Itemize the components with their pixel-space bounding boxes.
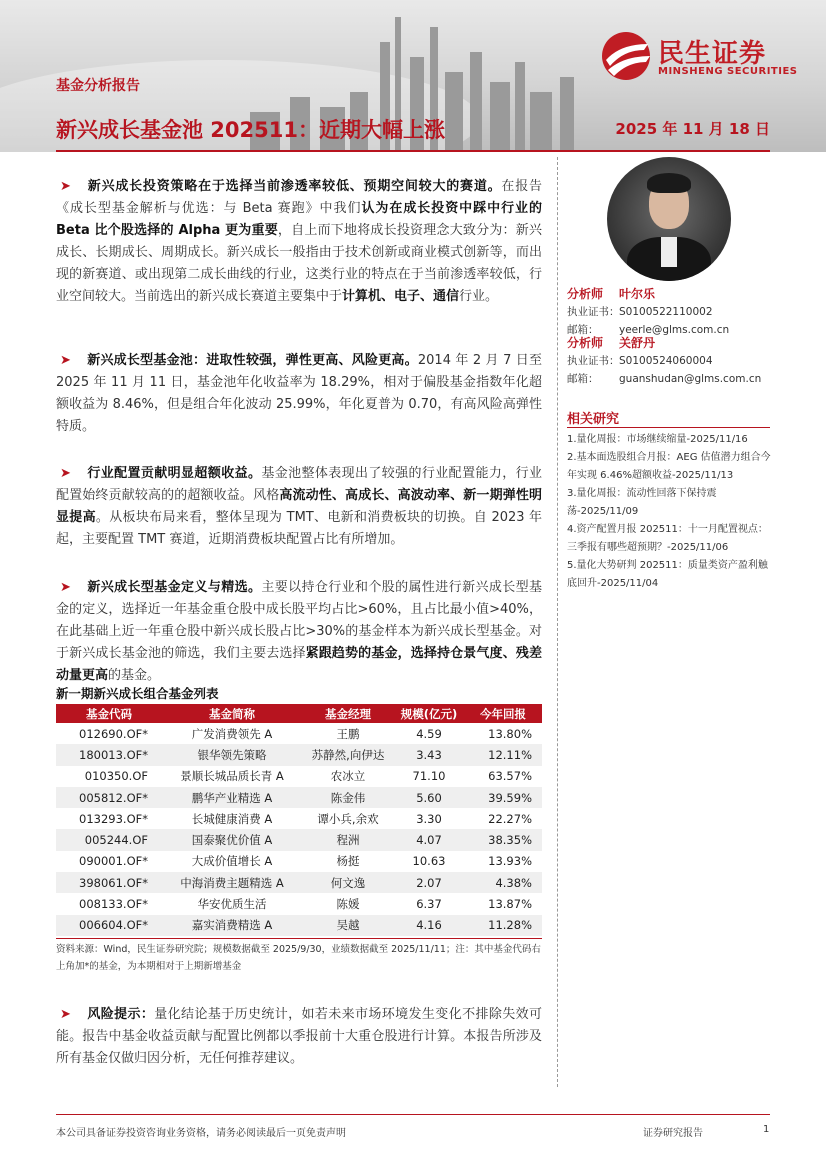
cell-code: 006604.OF* — [56, 915, 162, 936]
section-risk — [56, 1004, 542, 1070]
table-row — [56, 723, 542, 744]
report-title: 新兴成长基金池 202511：近期大幅上涨 — [56, 118, 445, 142]
cell-manager: 陈媛 — [336, 897, 360, 912]
table-row — [56, 915, 542, 936]
col-header-name: 基金简称 — [162, 704, 302, 723]
cell-return: 13.80% — [488, 726, 532, 741]
section-3 — [56, 463, 542, 551]
cell-manager: 何文逸 — [302, 872, 394, 893]
related-item[interactable]: 2.基本面选股组合月报：AEG 估值潜力组合今年实现 6.46%超额收益-2025/11/13 — [567, 452, 771, 481]
section-2 — [56, 350, 542, 438]
bullet-arrow-icon: ➤ — [60, 1007, 71, 1022]
cell-code: 005244.OF — [56, 829, 162, 850]
section-4-emphasis: 紧跟趋势的基金，选择持仓景气度、残差动量更高 — [56, 646, 542, 683]
logo-english-name: MINSHENG SECURITIES — [658, 66, 798, 77]
bullet-arrow-icon: ➤ — [60, 179, 71, 194]
section-1-body-cont: ，自上而下地将成长投资理念大致分为：新兴成长、长期成长、周期成长。新兴成长一般指由于技术创新或商业模式创新等，而出现的新赛道、或出现第二成长曲线的行业，这类行业的特点在于当前渗透率较低，行业空间较大。当前选出的新兴成长赛道主要集中于 — [56, 223, 542, 304]
footer-divider — [56, 1114, 770, 1115]
risk-body: 量化结论基于历史统计，如若未来市场环境发生变化不排除失效可能。报告中基金收益贡献与配置比例都以季报前十大重仓股进行计算。本报告所涉及所有基金仅做归因分析，无任何推荐建议。 — [56, 1007, 542, 1066]
cell-code: 180013.OF* — [56, 744, 162, 765]
table-row — [56, 787, 542, 808]
cell-size: 6.37 — [416, 897, 442, 912]
cell-name: 银华领先策略 — [162, 744, 302, 765]
analyst-card-1 — [567, 285, 729, 339]
related-research-list — [567, 431, 772, 593]
cell-size: 2.07 — [394, 872, 464, 893]
table-row — [56, 872, 542, 893]
cell-name: 国泰聚优价值 A — [162, 829, 302, 850]
col-header-manager: 基金经理 — [302, 704, 394, 723]
analyst-card-2 — [567, 334, 761, 388]
report-type: 基金分析报告 — [56, 78, 140, 94]
cell-manager: 程洲 — [302, 829, 394, 850]
fund-table — [56, 704, 542, 936]
header-divider — [56, 150, 770, 152]
cell-code: 010350.OF — [84, 769, 148, 784]
table-source-note: 资料来源：Wind，民生证券研究院；规模数据截至 2025/9/30，业绩数据截至 2025/11/11；注：其中基金代码右上角加*的基金，为本期相对于上期新增基金 — [56, 944, 541, 972]
cell-name: 长城健康消费 A — [191, 811, 273, 826]
cell-code: 398061.OF* — [56, 872, 162, 893]
email-label: 邮箱： — [567, 324, 599, 336]
cert-label: 执业证书： — [567, 306, 620, 318]
table-title: 新一期新兴成长组合基金列表 — [56, 686, 219, 701]
analyst-email[interactable]: yeerle@glms.com.cn — [619, 324, 730, 336]
table-row — [56, 766, 542, 787]
email-label: 邮箱： — [567, 373, 599, 385]
section-4 — [56, 577, 542, 687]
section-2-body: 2014 年 2 月 7 日至 2025 年 11 月 11 日，基金池年化收益率为 18.29%，相对于偏股基金指数年化超额收益为 8.46%，但是组合年化波动 25.99%，年化夏普为 0.70，有高风险高弹性特质。 — [56, 353, 542, 434]
cell-name: 华安优质生活 — [197, 897, 267, 912]
cell-size: 71.10 — [412, 769, 446, 784]
footer-disclaimer: 本公司具备证券投资咨询业务资格，请务必阅读最后一页免责声明 — [56, 1128, 346, 1139]
cell-return: 22.27% — [488, 811, 532, 826]
table-row — [56, 744, 542, 765]
cell-manager: 吴越 — [302, 915, 394, 936]
bullet-arrow-icon: ➤ — [60, 353, 71, 368]
section-2-lead: 新兴成长型基金池：进取性较强，弹性更高、风险更高。 — [87, 353, 418, 368]
cell-size: 4.59 — [416, 726, 442, 741]
section-1-body: 在报告《成长型基金解析与优选：与 Beta 赛跑》中我们 — [56, 179, 542, 216]
table-bottom-rule — [56, 938, 542, 939]
logo-chinese-name: 民生证券 — [658, 39, 767, 69]
cell-return: 63.57% — [488, 769, 532, 784]
section-4-body-cont: 的基金。 — [108, 668, 161, 683]
bullet-arrow-icon: ➤ — [60, 580, 71, 595]
cell-return: 13.87% — [488, 897, 532, 912]
cell-return: 13.93% — [488, 854, 532, 869]
related-item[interactable]: 3.量化周报：流动性回落下保持震荡-2025/11/09 — [567, 488, 717, 517]
section-3-body-cont: 。从板块布局来看，整体呈现为 TMT、电新和消费板块的切换。自 2023 年起，主要配置 TMT 赛道，近期消费板块配置占比有所增加。 — [56, 510, 542, 547]
analyst-role: 分析师 — [567, 336, 604, 350]
analyst-cert: S0100524060004 — [619, 355, 713, 367]
cell-size: 4.07 — [394, 829, 464, 850]
company-logo — [600, 30, 800, 86]
cell-manager: 谭小兵,余欢 — [317, 811, 379, 826]
related-item[interactable]: 5.量化大势研判 202511：质量类资产盈利触底回升-2025/11/04 — [567, 560, 768, 589]
related-research-divider — [567, 427, 770, 428]
related-item[interactable]: 4.资产配置月报 202511：十一月配置视点：三季报有哪些超预期？-2025/11/06 — [567, 524, 768, 553]
analyst-name: 叶尔乐 — [619, 287, 656, 301]
cell-manager: 王鹏 — [336, 726, 360, 741]
cert-label: 执业证书： — [567, 355, 620, 367]
section-4-lead: 新兴成长型基金定义与精选。 — [87, 580, 262, 595]
cell-code: 008133.OF* — [79, 897, 148, 912]
section-1-emphasis-2: 计算机、电子、通信 — [342, 289, 460, 304]
related-research-title: 相关研究 — [567, 412, 620, 427]
cell-code: 013293.OF* — [79, 811, 148, 826]
col-header-return: 今年回报 — [464, 704, 542, 723]
table-row — [56, 808, 542, 829]
cell-name: 嘉实消费精选 A — [162, 915, 302, 936]
table-row — [56, 851, 542, 872]
cell-size: 10.63 — [412, 854, 446, 869]
section-1-lead: 新兴成长投资策略在于选择当前渗透率较低、预期空间较大的赛道。 — [87, 179, 502, 194]
cell-name: 中海消费主题精选 A — [162, 872, 302, 893]
cell-size: 4.16 — [394, 915, 464, 936]
cell-manager: 苏静然,向伊达 — [302, 744, 394, 765]
cell-return: 39.59% — [464, 787, 542, 808]
cell-name: 广发消费领先 A — [191, 726, 273, 741]
logo-mark-icon — [600, 30, 656, 82]
analyst-role: 分析师 — [567, 287, 604, 301]
bullet-arrow-icon: ➤ — [60, 466, 71, 481]
page-number: 1 — [763, 1124, 770, 1135]
cell-return: 11.28% — [464, 915, 542, 936]
section-1-emphasis: 认为在成长投资中踩中行业的 Beta 比个股选择的 Alpha 更为重要 — [56, 201, 542, 238]
section-3-emphasis: 高流动性、高成长、高波动率、新一期弹性明显提高 — [56, 488, 542, 525]
table-row — [56, 829, 542, 850]
cell-size: 3.30 — [416, 811, 442, 826]
table-row — [56, 893, 542, 914]
section-1-body-end: 行业。 — [459, 289, 499, 304]
cell-code: 005812.OF* — [56, 787, 162, 808]
cell-size: 5.60 — [394, 787, 464, 808]
section-1 — [56, 176, 542, 308]
cell-return: 38.35% — [464, 829, 542, 850]
cell-code: 090001.OF* — [79, 854, 148, 869]
cell-size: 3.43 — [394, 744, 464, 765]
col-header-size: 规模(亿元) — [394, 704, 464, 723]
cell-manager: 杨挺 — [336, 854, 360, 869]
cell-name: 鹏华产业精选 A — [162, 787, 302, 808]
cell-return: 12.11% — [464, 744, 542, 765]
cell-name: 景顺长城品质长青 A — [180, 769, 284, 784]
section-4-body: 主要以持仓行业和个股的属性进行新兴成长型基金的定义，选择近一年基金重仓股中成长股平均占比>60%，且占比最小值>40%，在此基础上近一年重仓股中新兴成长股占比>30%的基金样本为新兴成长型基金。对于新兴成长基金池的筛选，我们主要去选择 — [56, 580, 542, 661]
table-header-row — [56, 704, 542, 723]
footer-category: 证券研究报告 — [643, 1128, 703, 1139]
related-item[interactable]: 1.量化周报：市场继续缩量-2025/11/16 — [567, 434, 748, 445]
cell-return: 4.38% — [464, 872, 542, 893]
analyst-email[interactable]: guanshudan@glms.com.cn — [619, 373, 762, 385]
analyst-cert: S0100522110002 — [619, 306, 713, 318]
cell-manager: 陈金伟 — [302, 787, 394, 808]
analyst-name: 关舒丹 — [619, 336, 656, 350]
cell-name: 大成价值增长 A — [191, 854, 273, 869]
analyst-photo — [607, 157, 731, 281]
section-3-lead: 行业配置贡献明显超额收益。 — [87, 466, 262, 481]
report-date: 2025 年 11 月 18 日 — [615, 120, 770, 138]
cell-manager: 农冰立 — [330, 769, 366, 784]
column-divider — [557, 157, 558, 1087]
risk-lead: 风险提示： — [87, 1007, 155, 1022]
cell-code: 012690.OF* — [79, 726, 148, 741]
section-3-body: 基金池整体表现出了较强的行业配置能力，行业配置始终贡献较高的的超额收益。风格 — [56, 466, 542, 503]
col-header-code: 基金代码 — [56, 704, 162, 723]
